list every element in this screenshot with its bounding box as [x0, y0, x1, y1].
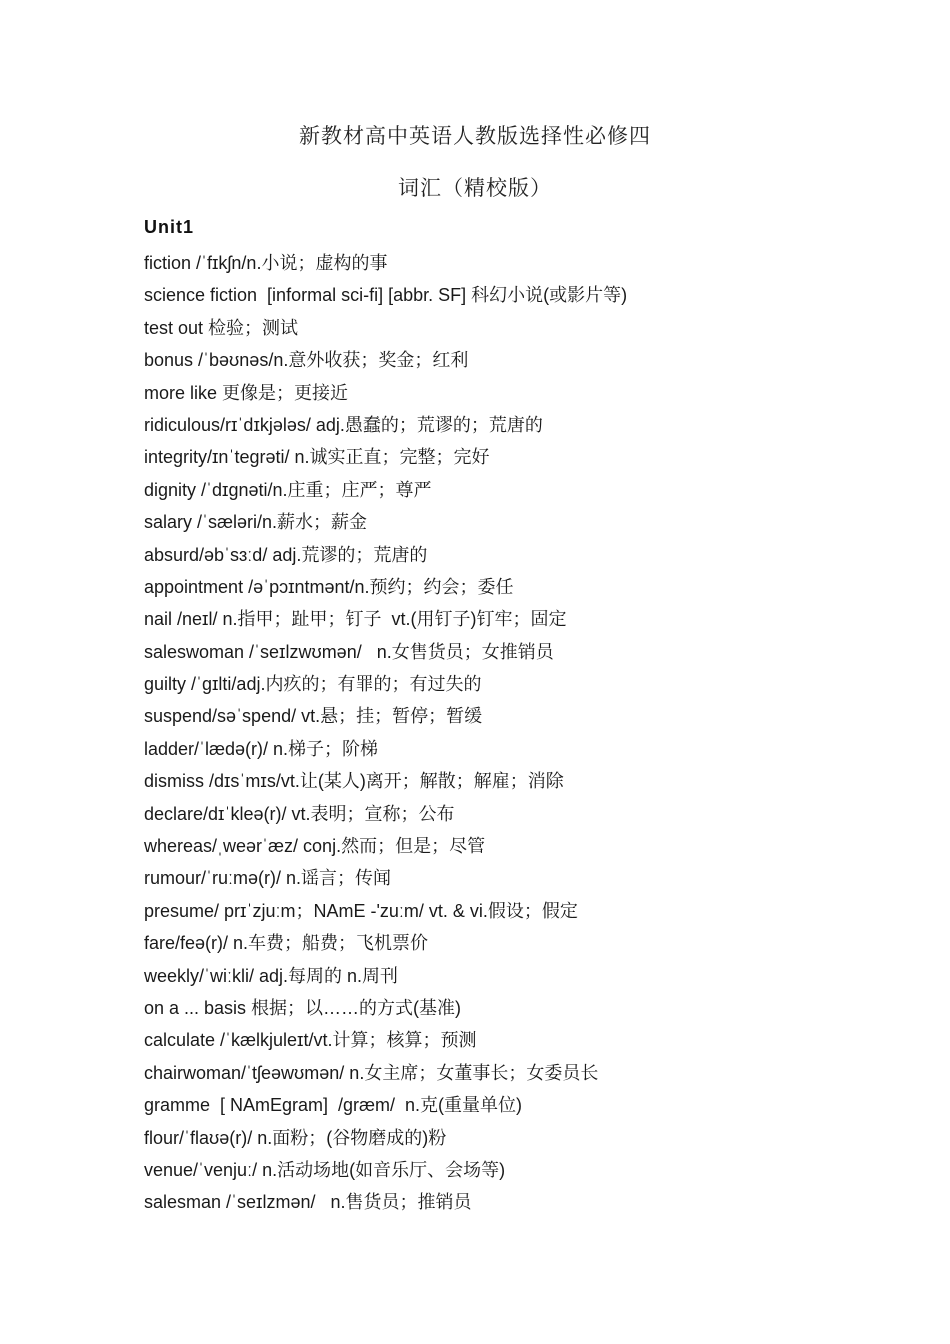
vocab-entry: flour/ˈflaʊə(r)/ n.面粉；(谷物磨成的)粉: [144, 1127, 447, 1148]
vocab-entry: dignity /ˈdɪgnəti/n.庄重；庄严；尊严: [144, 479, 432, 500]
vocab-entry: salary /ˈsæləri/n.薪水；薪金: [144, 512, 368, 533]
vocab-entry: ladder/ˈlædə(r)/ n.梯子；阶梯: [144, 738, 379, 759]
vocab-entry: integrity/ɪnˈtegrəti/ n.诚实正直；完整；完好: [144, 447, 490, 468]
vocab-entry: more like 更像是；更接近: [144, 382, 349, 403]
vocab-entry: fare/feə(r)/ n.车费；船费；飞机票价: [144, 933, 429, 954]
vocab-entry: whereas/ˌweərˈæz/ conj.然而；但是；尽管: [144, 836, 486, 857]
vocab-entry: appointment /əˈpɔɪntmənt/n.预约；约会；委任: [144, 576, 514, 597]
vocab-entry: weekly/ˈwiːkli/ adj.每周的 n.周刊: [144, 965, 399, 986]
vocab-entry: declare/dɪˈkleə(r)/ vt.表明；宣称；公布: [144, 803, 455, 824]
document-subtitle: 词汇（精校版）: [398, 176, 552, 200]
vocab-entry: calculate /ˈkælkjuleɪt/vt.计算；核算；预测: [144, 1030, 477, 1051]
document-title: 新教材高中英语人教版选择性必修四: [299, 124, 651, 148]
vocab-entry: test out 检验；测试: [144, 317, 299, 338]
vocab-entry: absurd/əbˈsɜːd/ adj.荒谬的；荒唐的: [144, 544, 428, 565]
vocab-entry: nail /neɪl/ n.指甲；趾甲；钉子 vt.(用钉子)钉牢；固定: [144, 609, 567, 630]
vocabulary-list: [144, 247, 904, 1219]
vocab-entry: saleswoman /ˈseɪlzwʊmən/ n.女售货员；女推销员: [144, 641, 554, 662]
vocab-entry: guilty /ˈgɪlti/adj.内疚的；有罪的；有过失的: [144, 674, 482, 695]
vocab-entry: venue/ˈvenjuː/ n.活动场地(如音乐厅、会场等): [144, 1159, 506, 1180]
vocab-entry: dismiss /dɪsˈmɪs/vt.让(某人)离开；解散；解雇；消除: [144, 771, 564, 792]
vocab-entry: presume/ prɪˈzjuːm；NAmE -'zuːm/ vt. & vi.假设；假定: [144, 900, 578, 921]
vocab-entry: fiction /ˈfɪkʃn/n.小说；虚构的事: [144, 253, 388, 273]
vocab-entry: bonus /ˈbəʊnəs/n.意外收获；奖金；红利: [144, 350, 469, 371]
unit-heading: Unit1: [144, 217, 194, 237]
vocab-entry: science fiction [informal sci-fi] [abbr. SF] 科幻小说(或影片等): [144, 285, 628, 306]
vocab-entry: suspend/səˈspend/ vt.悬；挂；暂停；暂缓: [144, 706, 483, 727]
vocab-entry: ridiculous/rɪˈdɪkjələs/ adj.愚蠢的；荒谬的；荒唐的: [144, 414, 543, 435]
vocab-entry: salesman /ˈseɪlzmən/ n.售货员；推销员: [144, 1192, 472, 1213]
vocab-entry: chairwoman/ˈtʃeəwʊmən/ n.女主席；女董事长；女委员长: [144, 1062, 599, 1083]
vocab-entry: gramme [ NAmEgram] /græm/ n.克(重量单位): [144, 1095, 523, 1116]
vocab-entry: on a ... basis 根据；以……的方式(基准): [144, 997, 462, 1018]
vocab-entry: rumour/ˈruːmə(r)/ n.谣言；传闻: [144, 868, 392, 889]
